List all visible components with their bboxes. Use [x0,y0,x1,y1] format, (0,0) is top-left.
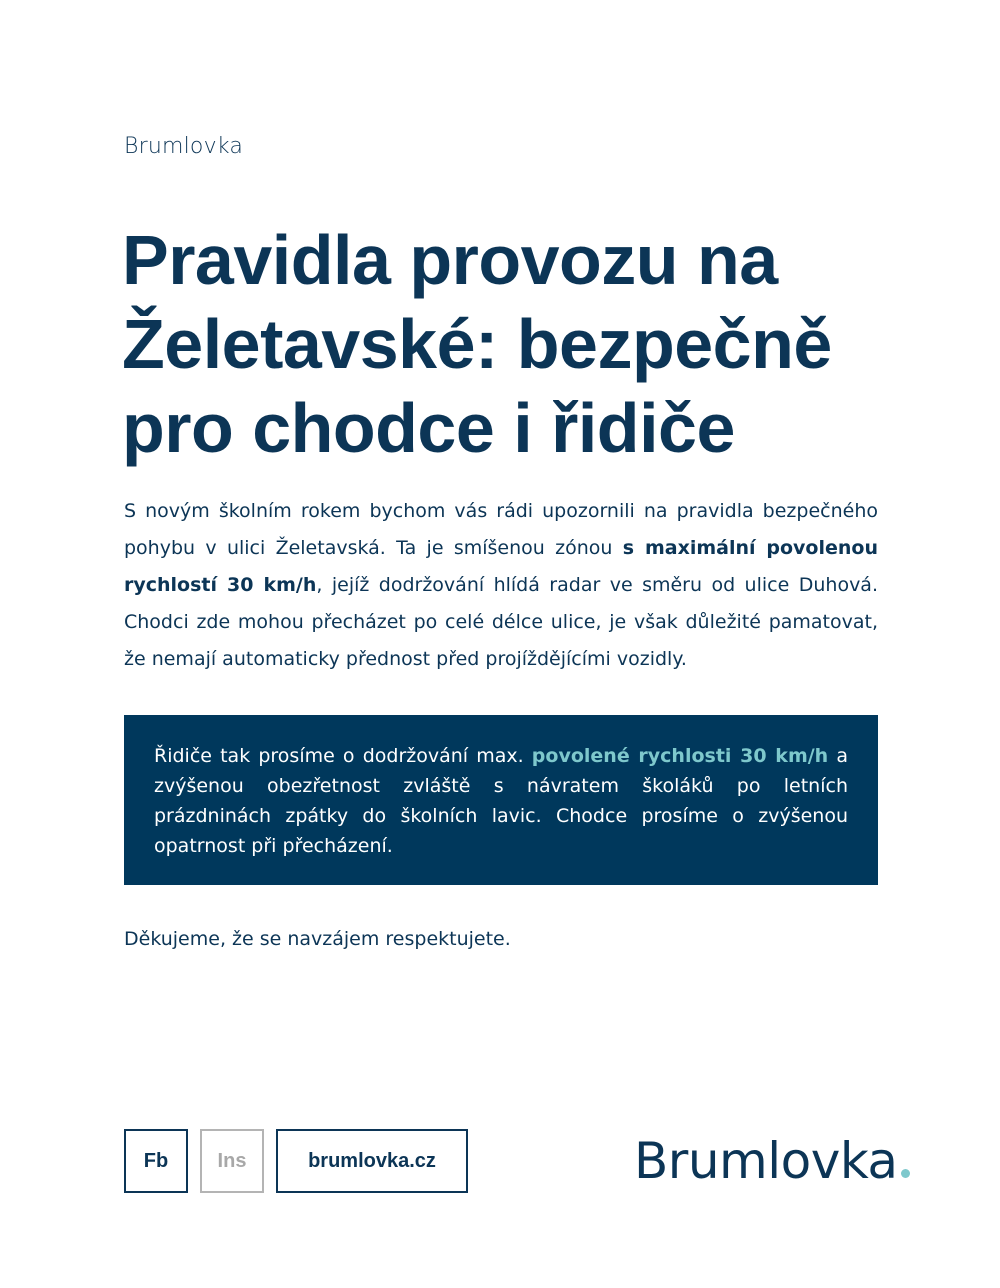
intro-paragraph [124,493,878,678]
driver-notice-end: a zvýšenou obezřetnost zvláště s návratem školáků po letních prázdninách zpátky do školních lavic. Chodce prosíme o zvýšenou opatrnost při přecházení. [154,745,849,857]
driver-notice-text [154,741,848,861]
intro-speed-limit-highlight: s maximální povolenou rychlostí 30 km/h [124,537,878,596]
logo-wordmark: Brumlovka [634,1132,898,1190]
kicker-label: Brumlovka [124,134,244,159]
page-title: Pravidla provozu na Želetavské: bezpečně pro chodce i řidiče [122,221,832,467]
thanks-line: Děkujeme, že se navzájem respektujete. [124,928,511,950]
driver-notice-box [124,715,878,885]
brumlovka-logo [634,1132,910,1192]
intro-text-end: , jejíž dodržování hlídá radar ve směru od ulice Duhová. Chodci zde mohou přecházet po celé délce ulice, je však důležité pamatovat, že nemají automaticky přednost před projíždějícími vozidly. [124,574,878,670]
intro-text-start: S novým školním rokem bychom vás rádi upozornili na pravidla bezpečného pohybu v ulici Želetavská. Ta je smíšenou zónou [124,500,878,559]
logo-dot-icon [901,1169,910,1178]
facebook-label: Fb [143,1149,169,1172]
website-link[interactable] [276,1129,468,1193]
website-label: brumlovka.cz [308,1149,436,1172]
driver-notice-start: Řidiče tak prosíme o dodržování max. [154,745,532,767]
facebook-link[interactable] [124,1129,188,1193]
instagram-label: Ins [217,1149,247,1172]
driver-notice-speed-highlight: povolené rychlosti 30 km/h [531,745,829,767]
instagram-link[interactable] [200,1129,264,1193]
